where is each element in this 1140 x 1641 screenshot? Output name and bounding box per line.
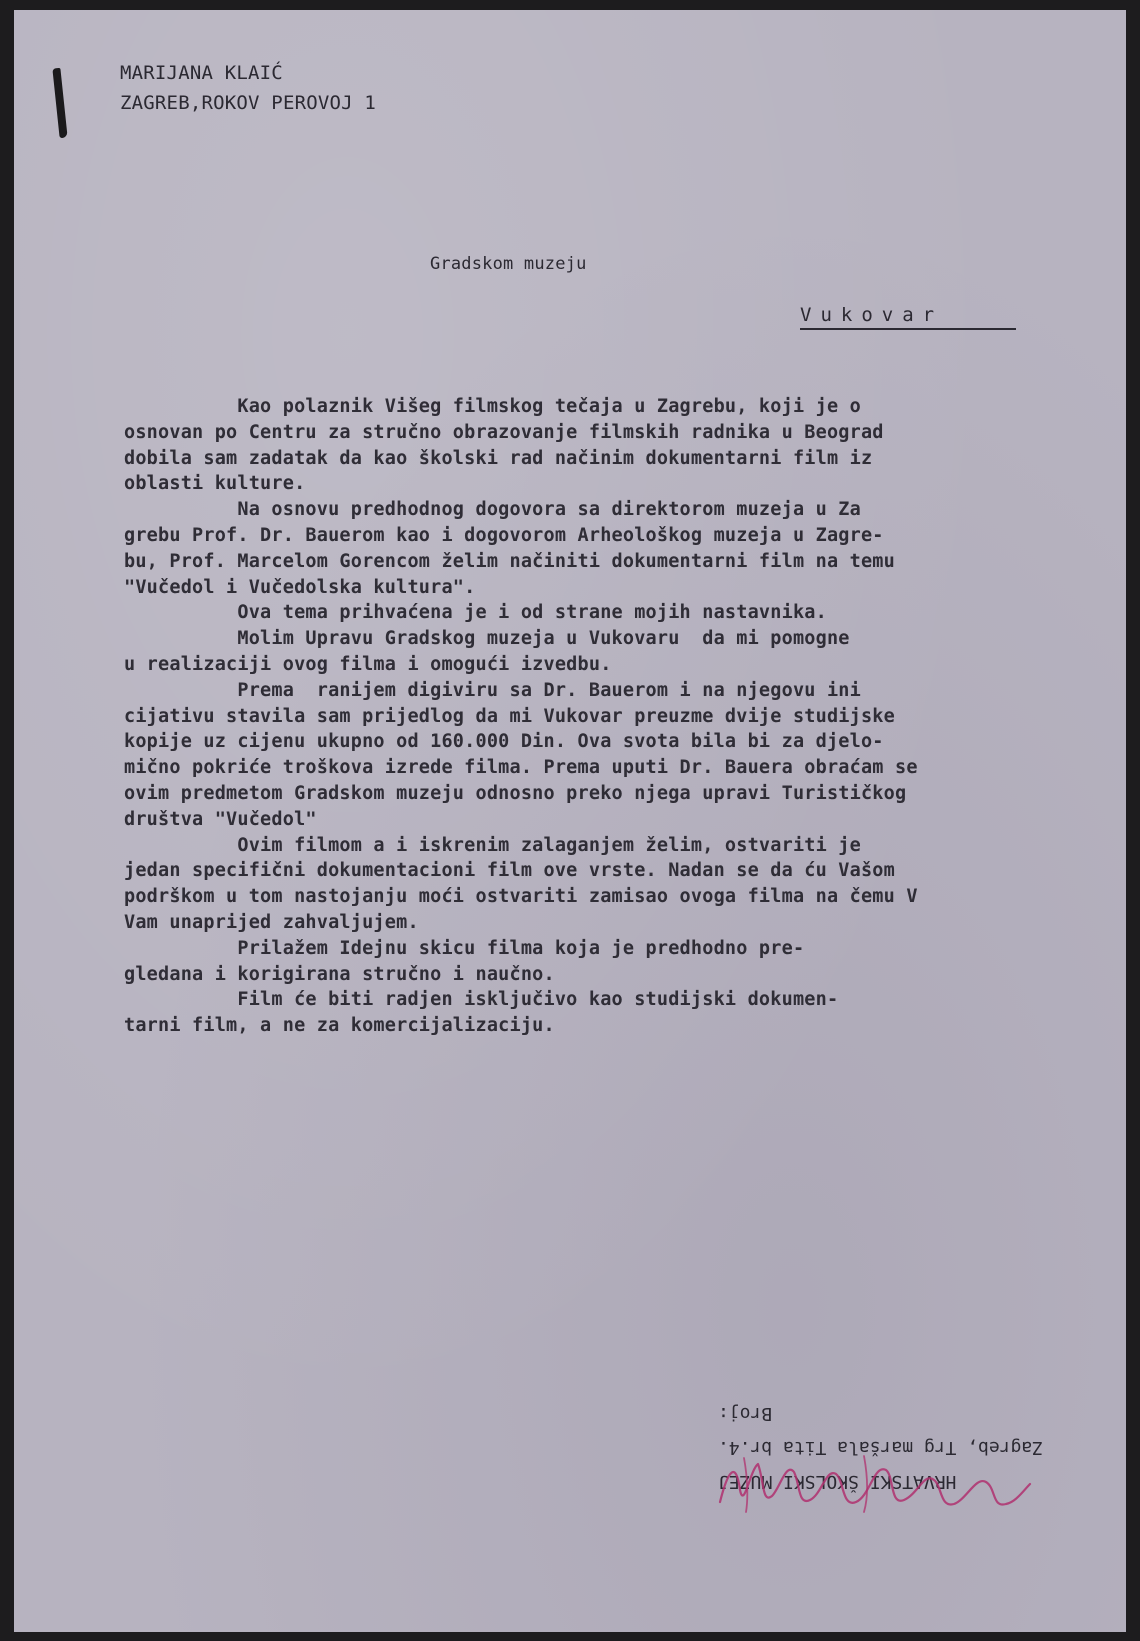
body-line: u realizaciji ovog filma i omogući izvedbu. xyxy=(124,653,612,675)
body-line: Kao polaznik Višeg filmskog tečaja u Zagrebu, koji je o xyxy=(124,396,861,417)
sender-name: MARIJANA KLAIĆ xyxy=(120,62,283,84)
recipient-city: Vukovar xyxy=(800,304,944,326)
stamp-line-address: Zagreb, Trg maršala Tita br.4. xyxy=(718,1437,1044,1458)
body-line: oblasti kulture. xyxy=(124,473,306,495)
recipient-institution: Gradskom muzeju xyxy=(430,254,587,274)
body-line: Ova tema prihvaćena je i od strane mojih nastavnika. xyxy=(124,602,827,624)
sender-block xyxy=(120,58,376,118)
stamp-line-museum: HRVATSKI ŠKOLSKI MUZEJ xyxy=(718,1471,957,1492)
body-line: ovim predmetom Gradskom muzeju odnosno preko njega upravi Turističkog xyxy=(124,782,907,804)
body-line: kopije uz cijenu ukupno od 160.000 Din. Ova svota bila bi za djelo- xyxy=(124,731,884,753)
body-line: Prema ranijem digiviru sa Dr. Bauerom i na njegovu ini xyxy=(124,679,861,701)
body-line: društva "Vučedol" xyxy=(124,808,317,830)
body-line: Vam unaprijed zahvaljujem. xyxy=(124,911,419,933)
body-line: jedan specifični dokumentacioni film ove vrste. Nadan se da ću Vašom xyxy=(124,860,895,882)
body-line: dobila sam zadatak da kao školski rad načinim dokumentarni film iz xyxy=(124,447,873,469)
paper-edge-mark xyxy=(52,68,67,138)
sender-address: ZAGREB,ROKOV PEROVOJ 1 xyxy=(120,92,377,114)
body-line: podrškom u tom nastojanju moći ostvariti zamisao ovoga filma na čemu V xyxy=(124,886,918,908)
body-line: Molim Upravu Gradskog muzeja u Vukovaru da mi pomogne xyxy=(124,628,850,650)
body-line: Ovim filmom a i iskrenim zalaganjem želim, ostvariti je xyxy=(124,834,861,856)
stamp-line-number: Broj: xyxy=(718,1403,773,1424)
body-line: osnovan po Centru za stručno obrazovanje filmskih radnika u Beograd xyxy=(124,421,884,443)
body-line: Prilažem Idejnu skicu filma koja je predhodno pre- xyxy=(124,937,805,959)
body-line: grebu Prof. Dr. Bauerom kao i dogovorom Arheološkog muzeja u Zagre- xyxy=(124,524,884,546)
letter-page xyxy=(14,10,1126,1632)
body-line: Na osnovu predhodnog dogovora sa direktorom muzeja u Za xyxy=(124,499,861,521)
body-line: mično pokriće troškova izrede filma. Prema uputi Dr. Bauera obraćam se xyxy=(124,757,918,779)
letter-body xyxy=(124,394,918,1039)
handwritten-signature xyxy=(714,1450,1034,1520)
body-line: bu, Prof. Marcelom Gorencom želim načiniti dokumentarni film na temu xyxy=(124,550,895,572)
city-underline xyxy=(800,328,1016,330)
body-line: gledana i korigirana stručno i naučno. xyxy=(124,963,555,985)
body-line: Film će biti radjen isključivo kao studijski dokumen- xyxy=(124,989,839,1011)
body-line: cijativu stavila sam prijedlog da mi Vukovar preuzme dvije studijske xyxy=(124,705,895,727)
body-line: tarni film, a ne za komercijalizaciju. xyxy=(124,1015,555,1037)
body-line: "Vučedol i Vučedolska kultura". xyxy=(124,576,476,598)
